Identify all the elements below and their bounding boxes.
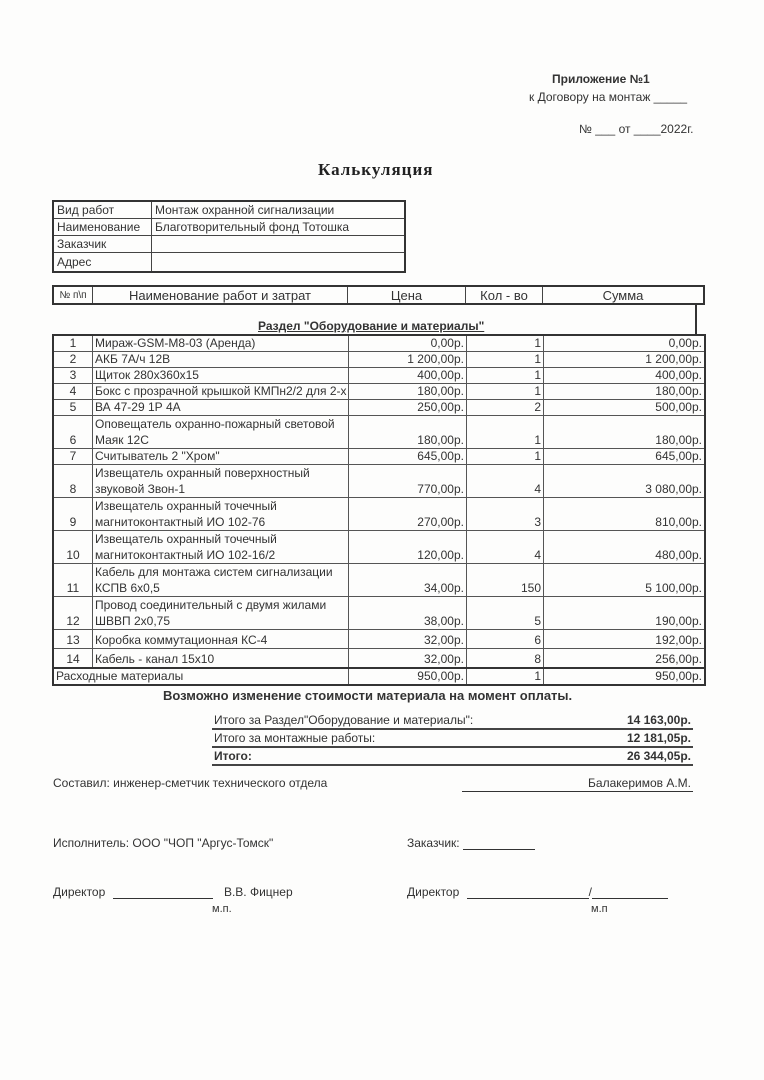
table-row: [53, 630, 705, 649]
item-quantity: 2: [467, 400, 544, 416]
director-left-name: В.В. Фицнер: [223, 885, 293, 899]
item-sum: 5 100,00р.: [544, 564, 706, 597]
item-number: 9: [53, 498, 93, 531]
item-name: Бокс с прозрачной крышкой КМПн2/2 для 2-х: [93, 384, 349, 400]
item-sum: 3 080,00р.: [544, 465, 706, 498]
item-sum: 500,00р.: [544, 400, 706, 416]
appendix-title: Приложение №1: [552, 72, 650, 86]
info-value: Монтаж охранной сигнализации: [152, 201, 406, 219]
item-price: 250,00р.: [349, 400, 467, 416]
info-label: Заказчик: [53, 236, 152, 253]
total-label: Итого за Раздел"Оборудование и материалы":: [214, 713, 474, 727]
table-row: [53, 352, 705, 368]
item-number: 3: [53, 368, 93, 384]
item-name: Расходные материалы: [53, 668, 349, 685]
item-sum: 180,00р.: [544, 384, 706, 400]
item-name: Кабель для монтажа систем сигнализации КСПВ 6х0,5: [93, 564, 349, 597]
item-price: 1 200,00р.: [349, 352, 467, 368]
customer-signature: [407, 836, 535, 850]
column-header-name: Наименование работ и затрат: [93, 286, 348, 304]
table-row: [53, 498, 705, 531]
item-number: 7: [53, 449, 93, 465]
info-label: Адрес: [53, 253, 152, 273]
item-price: 38,00р.: [349, 597, 467, 630]
item-sum: 0,00р.: [544, 335, 706, 352]
item-number: 13: [53, 630, 93, 649]
item-name: Коробка коммутационная КС-4: [93, 630, 349, 649]
director-right-name-line: [592, 886, 668, 899]
director-right-signature-line: [467, 886, 589, 899]
total-row-grand: [212, 748, 693, 766]
item-name: Кабель - канал 15х10: [93, 649, 349, 669]
executor-label: Исполнитель: ООО "ЧОП "Аргус-Томск": [53, 836, 274, 850]
item-name: Оповещатель охранно-пожарный световой Маяк 12С: [93, 416, 349, 449]
table-row: [53, 335, 705, 352]
appendix-contract: к Договору на монтаж _____: [529, 90, 688, 104]
item-price: 270,00р.: [349, 498, 467, 531]
table-row: [53, 649, 705, 669]
info-row: [53, 219, 405, 236]
info-row: [53, 201, 405, 219]
table-row: [53, 400, 705, 416]
item-number: 2: [53, 352, 93, 368]
table-row: [53, 384, 705, 400]
appendix-date: № ___ от ____2022г.: [579, 122, 694, 136]
item-sum: 400,00р.: [544, 368, 706, 384]
item-quantity: 1: [467, 449, 544, 465]
table-row: [53, 531, 705, 564]
item-quantity: 8: [467, 649, 544, 669]
item-price: 34,00р.: [349, 564, 467, 597]
item-name: Считыватель 2 "Хром": [93, 449, 349, 465]
item-quantity: 1: [467, 384, 544, 400]
item-number: 8: [53, 465, 93, 498]
item-name: ВА 47-29 1Р 4А: [93, 400, 349, 416]
item-price: 770,00р.: [349, 465, 467, 498]
total-label: Итого:: [214, 749, 252, 763]
item-sum: 256,00р.: [544, 649, 706, 669]
column-header-sum: Сумма: [543, 286, 705, 304]
item-sum: 950,00р.: [544, 668, 706, 685]
item-price: 0,00р.: [349, 335, 467, 352]
item-quantity: 6: [467, 630, 544, 649]
total-value: 12 181,05р.: [626, 731, 691, 745]
item-sum: 190,00р.: [544, 597, 706, 630]
customer-signature-line: [463, 837, 535, 850]
item-name: Извещатель охранный точечный магнитоконтактный ИО 102-76: [93, 498, 349, 531]
info-value: [152, 253, 406, 273]
item-sum: 180,00р.: [544, 416, 706, 449]
item-price: 180,00р.: [349, 384, 467, 400]
item-price: 950,00р.: [349, 668, 467, 685]
item-quantity: 1: [467, 335, 544, 352]
table-row: [53, 564, 705, 597]
info-value: Благотворительный фонд Тотошка: [152, 219, 406, 236]
compiled-by-label: Составил: инженер-сметчик технического отдела: [53, 776, 328, 790]
item-name: Извещатель охранный точечный магнитоконтактный ИО 102-16/2: [93, 531, 349, 564]
total-row-materials: [212, 712, 693, 730]
column-header-number: № п\п: [53, 286, 93, 304]
item-sum: 480,00р.: [544, 531, 706, 564]
item-sum: 1 200,00р.: [544, 352, 706, 368]
director-right-signature: [407, 885, 668, 899]
table-row: [53, 449, 705, 465]
info-table: [52, 200, 406, 273]
item-quantity: 150: [467, 564, 544, 597]
director-left-signature: [53, 885, 293, 899]
item-number: 4: [53, 384, 93, 400]
item-number: 12: [53, 597, 93, 630]
item-quantity: 1: [467, 668, 544, 685]
director-right-label: Директор: [407, 885, 460, 899]
column-header-price: Цена: [348, 286, 466, 304]
item-number: 10: [53, 531, 93, 564]
totals-block: [212, 712, 693, 766]
item-name: АКБ 7А/ч 12В: [93, 352, 349, 368]
item-quantity: 4: [467, 531, 544, 564]
item-name: Мираж-GSM-M8-03 (Аренда): [93, 335, 349, 352]
item-quantity: 1: [467, 416, 544, 449]
item-name: Извещатель охранный поверхностный звуковой Звон-1: [93, 465, 349, 498]
item-quantity: 5: [467, 597, 544, 630]
compiled-signature-line: [462, 776, 693, 792]
section-title: Раздел "Оборудование и материалы": [258, 319, 485, 333]
item-quantity: 1: [467, 368, 544, 384]
item-number: 6: [53, 416, 93, 449]
item-number: 14: [53, 649, 93, 669]
items-table: [52, 334, 706, 686]
item-name: Щиток 280х360х15: [93, 368, 349, 384]
total-label: Итого за монтажные работы:: [214, 731, 376, 745]
item-quantity: 3: [467, 498, 544, 531]
item-name: Провод соединительный с двумя жилами ШВВП 2х0,75: [93, 597, 349, 630]
item-price: 180,00р.: [349, 416, 467, 449]
item-price: 32,00р.: [349, 630, 467, 649]
table-row: [53, 368, 705, 384]
item-number: 5: [53, 400, 93, 416]
info-row: [53, 236, 405, 253]
document-title: Калькуляция: [318, 160, 434, 179]
column-header-quantity: Кол - во: [466, 286, 543, 304]
item-price: 400,00р.: [349, 368, 467, 384]
info-row: [53, 253, 405, 273]
table-row: [53, 465, 705, 498]
item-number: 1: [53, 335, 93, 352]
total-row-installation: [212, 730, 693, 748]
item-price: 120,00р.: [349, 531, 467, 564]
item-sum: 645,00р.: [544, 449, 706, 465]
director-left-signature-line: [113, 886, 213, 899]
info-label: Вид работ: [53, 201, 152, 219]
item-number: 11: [53, 564, 93, 597]
price-change-note: Возможно изменение стоимости материала на момент оплаты.: [163, 688, 573, 703]
customer-label: Заказчик:: [407, 836, 460, 850]
table-header: [52, 285, 705, 305]
item-quantity: 1: [467, 352, 544, 368]
total-value: 26 344,05р.: [626, 749, 691, 763]
table-row: [53, 597, 705, 630]
director-left-label: Директор: [53, 885, 106, 899]
stamp-right: м.п: [591, 903, 608, 915]
info-label: Наименование: [53, 219, 152, 236]
item-sum: 810,00р.: [544, 498, 706, 531]
signature-slash: /: [588, 885, 592, 899]
total-value: 14 163,00р.: [626, 713, 691, 727]
item-price: 645,00р.: [349, 449, 467, 465]
info-value: [152, 236, 406, 253]
table-row: [53, 416, 705, 449]
stamp-left: м.п.: [212, 903, 232, 915]
compiled-by-name: Балакеримов А.М.: [588, 776, 691, 790]
item-price: 32,00р.: [349, 649, 467, 669]
item-quantity: 4: [467, 465, 544, 498]
item-sum: 192,00р.: [544, 630, 706, 649]
table-row-consumables: [53, 668, 705, 685]
